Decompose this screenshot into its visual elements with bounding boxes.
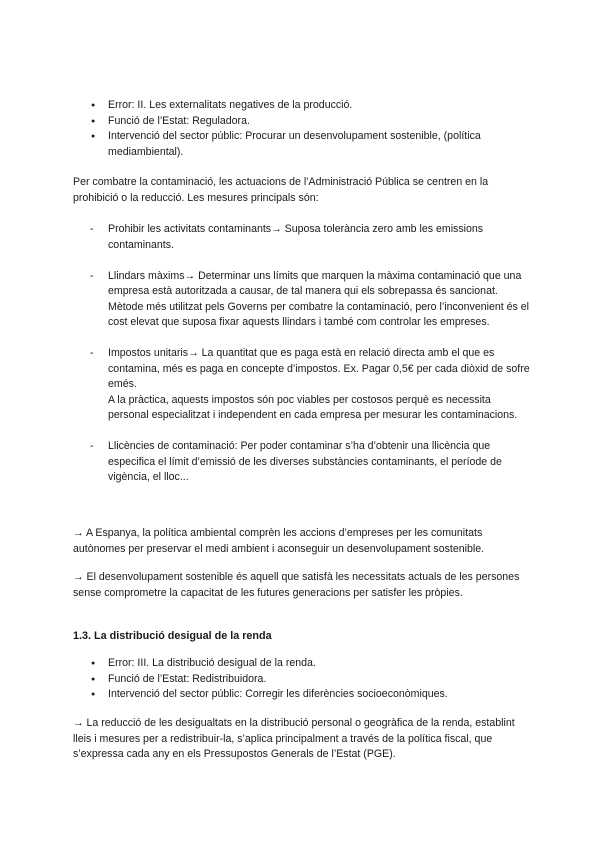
section-heading: 1.3. La distribució desigual de la renda — [73, 630, 272, 642]
list-item: ● Error: II. Les externalitats negatives de la producció. — [73, 98, 533, 114]
measure-text: - Llindars màxims→ Determinar uns límits que marquen la màxima contaminació que una empresa està autoritzada a causar, de tal manera qui els sobrepassa és sancionat. — [108, 269, 522, 297]
sustainable-paragraph: → El desenvolupament sostenible és aquell que satisfà les necessitats actuals de les persones sense comprometre la capacitat de les futures generacions per satisfer les pròpies. — [73, 571, 520, 599]
list-item: ● Intervenció del sector públic: Procurar un desenvolupament sostenible, (política mediambiental). — [73, 129, 533, 160]
measure-item-licenses — [73, 439, 533, 486]
intro-paragraph: Per combatre la contaminació, les actuacions de l’Administració Pública se centren en la prohibició o la reducció. Les mesures principals són: — [73, 176, 489, 204]
list-item: ● Intervenció del sector públic: Corregir les diferències socioeconòmiques. — [73, 687, 533, 703]
measures-list — [73, 222, 533, 501]
measure-text: - Prohibir les activitats contaminants→ Suposa tolerància zero amb les emissions contaminants. — [108, 223, 484, 251]
income-bullet-list — [73, 656, 533, 703]
externalities-bullet-list — [73, 98, 533, 160]
measure-text: - Impostos unitaris→ La quantitat que es paga està en relació directa amb el que es contamina, més es paga en concepte d’impostos. Ex. Pagar 0,5€ per cada diòxid de sofre emés. — [108, 347, 530, 390]
measure-note: Mètode més utilitzat pels Governs per combatre la contaminació, pero l’inconvenient és el cost elevat que suposa fixar aquests llindars i també com controlar les empreses. — [108, 300, 530, 328]
measure-item-thresholds — [73, 269, 533, 331]
measure-item-prohibit — [73, 222, 533, 253]
spain-paragraph: → A Espanya, la política ambiental comprèn les accions d’empreses per les comunitats autònomes per preservar el medi ambient i aconseguir un desenvolupament sostenible. — [73, 527, 485, 555]
measure-text: - Llicències de contaminació: Per poder contaminar s’ha d’obtenir una llicència que especifica el límit d’emissió de les diverses substàncies contaminants, el període de vigència, el lloc... — [108, 440, 502, 483]
list-item: ● Error: III. La distribució desigual de la renda. — [73, 656, 533, 672]
list-item: ● Funció de l’Estat: Redistribuidora. — [73, 672, 533, 688]
measure-note: A la pràctica, aquests impostos són poc viables per costosos perquè es necessita personal especialitzat i independent en cada empresa per mesurar les contaminacions. — [108, 393, 518, 421]
redistribution-paragraph: → La reducció de les desigualtats en la distribució personal o geogràfica de la renda, establint lleis i mesures per a redistribuir-la, s’aplica principalment a través de la política fiscal, que s’expressa cada any en els Pressupostos Generals de l’Estat (PGE). — [73, 717, 515, 760]
measure-item-taxes — [73, 346, 533, 424]
list-item: ● Funció de l’Estat: Reguladora. — [73, 114, 533, 130]
